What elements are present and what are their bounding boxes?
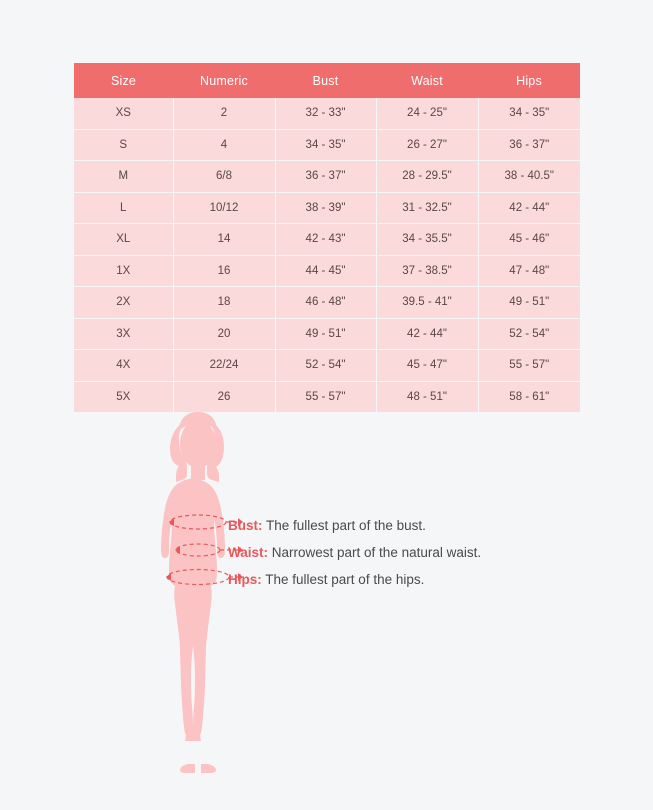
cell-size: 5X	[74, 381, 173, 412]
cell-waist: 39.5 - 41"	[376, 287, 478, 319]
legend-text-hips: The fullest part of the hips.	[265, 572, 425, 587]
cell-numeric: 10/12	[173, 192, 275, 224]
cell-bust: 34 - 35"	[275, 129, 376, 161]
cell-size: 2X	[74, 287, 173, 319]
table-body	[74, 98, 580, 412]
cell-hips: 36 - 37"	[478, 129, 580, 161]
size-chart-container	[74, 63, 580, 412]
cell-waist: 31 - 32.5"	[376, 192, 478, 224]
cell-size: 4X	[74, 350, 173, 382]
cell-numeric: 16	[173, 255, 275, 287]
cell-hips: 52 - 54"	[478, 318, 580, 350]
legend-item-hips	[228, 566, 608, 593]
cell-size: XL	[74, 224, 173, 256]
cell-hips: 55 - 57"	[478, 350, 580, 382]
cell-waist: 26 - 27"	[376, 129, 478, 161]
hips-arrow-left-icon	[166, 573, 171, 581]
size-chart-table	[74, 63, 580, 412]
cell-waist: 37 - 38.5"	[376, 255, 478, 287]
table-row	[74, 192, 580, 224]
cell-size: S	[74, 129, 173, 161]
cell-size: M	[74, 161, 173, 193]
cell-bust: 46 - 48"	[275, 287, 376, 319]
table-row	[74, 255, 580, 287]
cell-numeric: 26	[173, 381, 275, 412]
column-header-hips: Hips	[478, 63, 580, 98]
cell-numeric: 2	[173, 98, 275, 129]
cell-hips: 47 - 48"	[478, 255, 580, 287]
column-header-waist: Waist	[376, 63, 478, 98]
cell-bust: 32 - 33"	[275, 98, 376, 129]
cell-numeric: 22/24	[173, 350, 275, 382]
legend-text-bust: The fullest part of the bust.	[266, 518, 426, 533]
cell-bust: 44 - 45"	[275, 255, 376, 287]
measurement-figure-area	[0, 412, 653, 792]
cell-numeric: 4	[173, 129, 275, 161]
cell-hips: 34 - 35"	[478, 98, 580, 129]
cell-size: XS	[74, 98, 173, 129]
table-header-row	[74, 63, 580, 98]
table-row	[74, 350, 580, 382]
cell-waist: 28 - 29.5"	[376, 161, 478, 193]
legend-term-hips: Hips:	[228, 572, 262, 587]
table-row	[74, 129, 580, 161]
legend-term-waist: Waist:	[228, 545, 268, 560]
table-row	[74, 161, 580, 193]
cell-hips: 42 - 44"	[478, 192, 580, 224]
cell-numeric: 6/8	[173, 161, 275, 193]
cell-numeric: 18	[173, 287, 275, 319]
cell-waist: 42 - 44"	[376, 318, 478, 350]
cell-bust: 36 - 37"	[275, 161, 376, 193]
legend-item-waist	[228, 539, 608, 566]
table-row	[74, 224, 580, 256]
cell-size: 1X	[74, 255, 173, 287]
table-row	[74, 381, 580, 412]
female-body-outline-icon	[118, 412, 278, 777]
cell-numeric: 20	[173, 318, 275, 350]
cell-bust: 55 - 57"	[275, 381, 376, 412]
legend-item-bust	[228, 512, 608, 539]
cell-bust: 52 - 54"	[275, 350, 376, 382]
table-row	[74, 318, 580, 350]
column-header-bust: Bust	[275, 63, 376, 98]
cell-bust: 42 - 43"	[275, 224, 376, 256]
cell-size: 3X	[74, 318, 173, 350]
cell-bust: 49 - 51"	[275, 318, 376, 350]
cell-size: L	[74, 192, 173, 224]
table-row	[74, 98, 580, 129]
column-header-numeric: Numeric	[173, 63, 275, 98]
table-row	[74, 287, 580, 319]
cell-bust: 38 - 39"	[275, 192, 376, 224]
cell-waist: 24 - 25"	[376, 98, 478, 129]
cell-waist: 48 - 51"	[376, 381, 478, 412]
cell-hips: 49 - 51"	[478, 287, 580, 319]
cell-hips: 45 - 46"	[478, 224, 580, 256]
cell-waist: 45 - 47"	[376, 350, 478, 382]
cell-waist: 34 - 35.5"	[376, 224, 478, 256]
legend-text-waist: Narrowest part of the natural waist.	[271, 545, 482, 560]
cell-hips: 58 - 61"	[478, 381, 580, 412]
measurement-legend	[228, 512, 608, 593]
column-header-size: Size	[74, 63, 173, 98]
table-header	[74, 63, 580, 98]
legend-term-bust: Bust:	[228, 518, 263, 533]
cell-numeric: 14	[173, 224, 275, 256]
cell-hips: 38 - 40.5"	[478, 161, 580, 193]
